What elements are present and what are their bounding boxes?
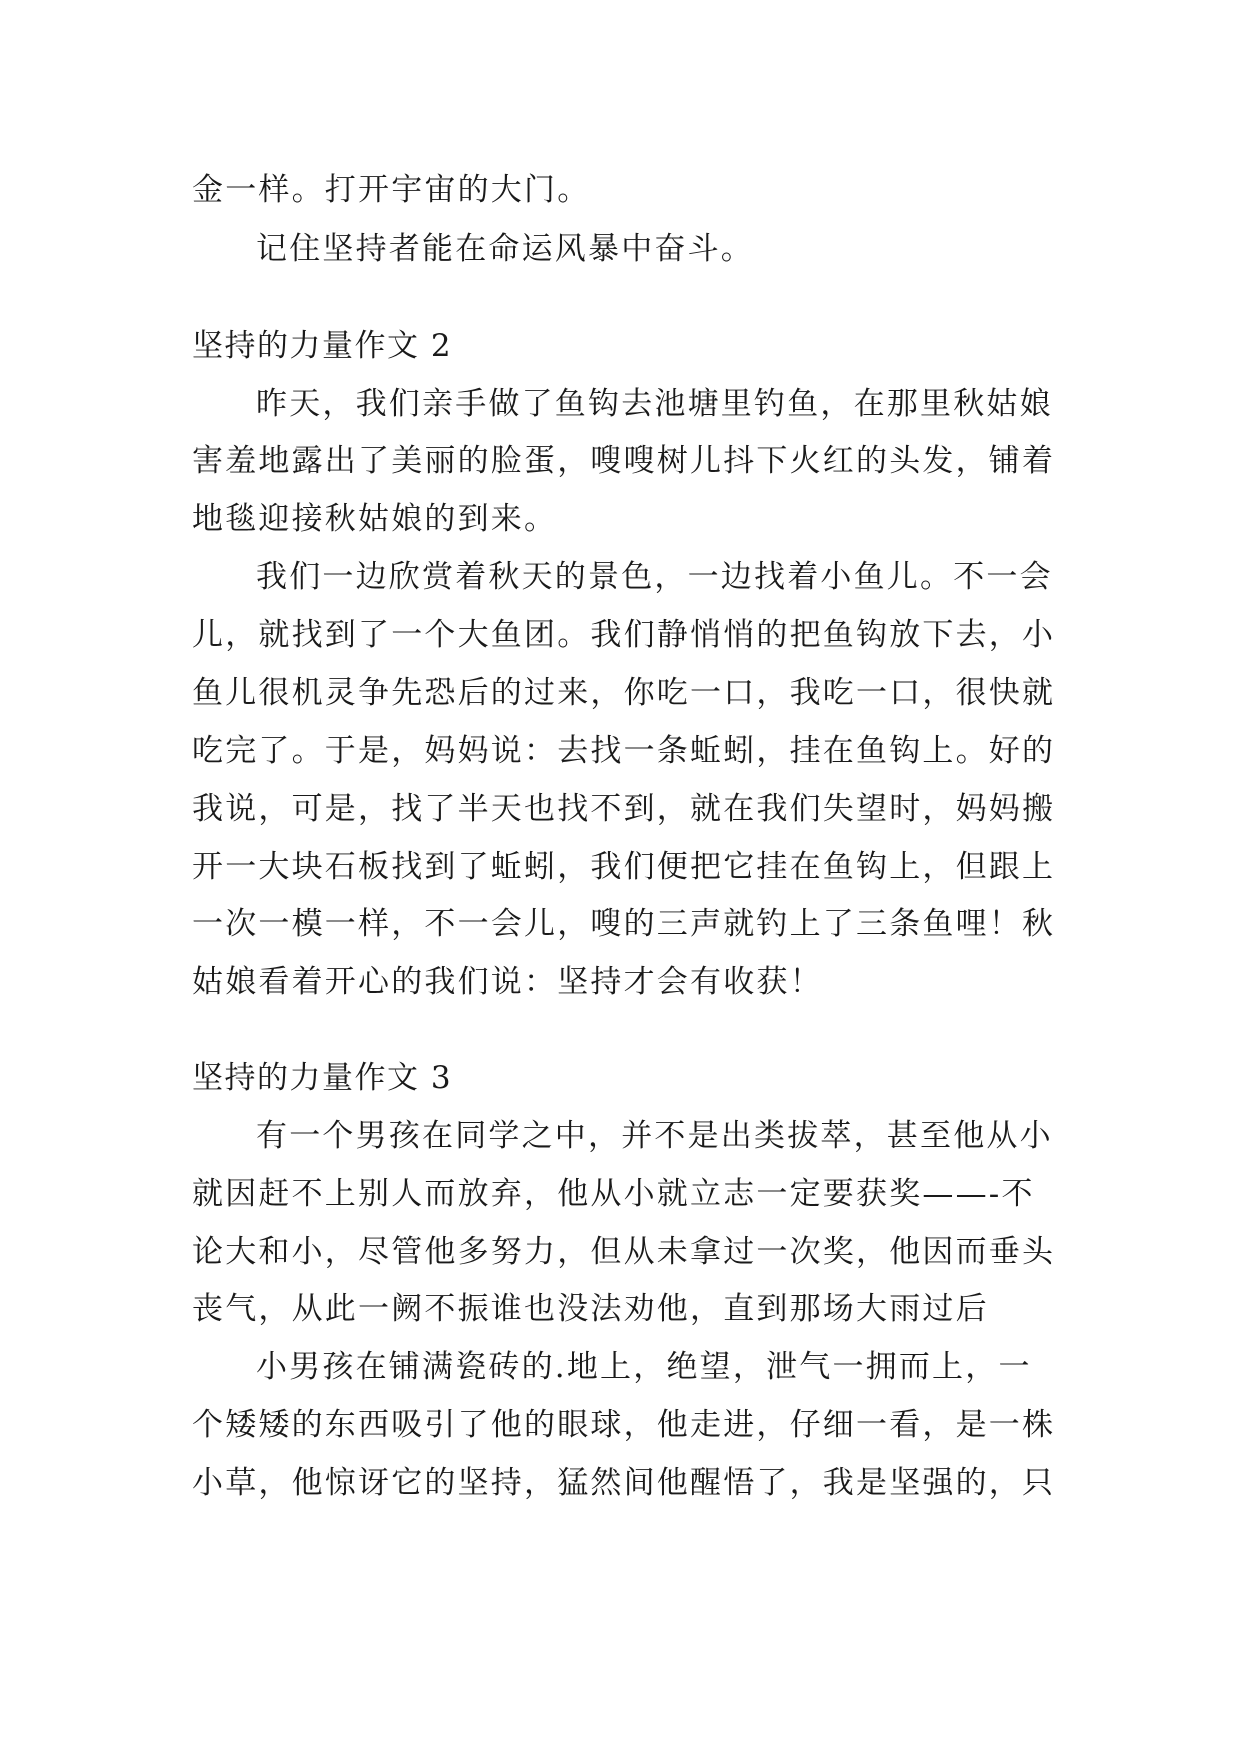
text-line: 记住坚持者能在命运风暴中奋斗。 <box>256 231 754 267</box>
text-line: 昨天，我们亲手做了鱼钩去池塘里钓鱼，在那里秋姑娘 <box>256 386 1053 422</box>
text-line: 一次一模一样，不一会儿，嗖的三声就钓上了三条鱼哩！秋 <box>192 906 1056 942</box>
text-line: 鱼儿很机灵争先恐后的过来，你吃一口，我吃一口，很快就 <box>192 675 1056 711</box>
text-line: 我说，可是，找了半天也找不到，就在我们失望时，妈妈搬 <box>192 791 1056 827</box>
text-line: 姑娘看着开心的我们说：坚持才会有收获！ <box>192 964 823 1000</box>
text-line: 个矮矮的东西吸引了他的眼球，他走进，仔细一看，是一株 <box>192 1407 1056 1443</box>
text-line: 开一大块石板找到了蚯蚓，我们便把它挂在鱼钩上，但跟上 <box>192 849 1056 885</box>
text-line: 就因赶不上别人而放弃，他从小就立志一定要获奖——-不 <box>192 1176 1035 1212</box>
section-heading: 坚持的力量作文 2 <box>192 328 453 364</box>
text-line: 有一个男孩在同学之中，并不是出类拔萃，甚至他从小 <box>256 1118 1053 1154</box>
text-line: 害羞地露出了美丽的脸蛋，嗖嗖树儿抖下火红的头发，铺着 <box>192 443 1056 479</box>
text-line: 地毯迎接秋姑娘的到来。 <box>192 501 558 537</box>
text-line: 小草，他惊讶它的坚持，猛然间他醒悟了，我是坚强的，只 <box>192 1465 1056 1501</box>
text-line: 丧气，从此一阙不振谁也没法劝他，直到那场大雨过后 <box>192 1291 989 1327</box>
text-line: 论大和小，尽管他多努力，但从未拿过一次奖，他因而垂头 <box>192 1234 1056 1270</box>
text-line: 金一样。打开宇宙的大门。 <box>192 172 591 208</box>
text-line: 吃完了。于是，妈妈说：去找一条蚯蚓，挂在鱼钩上。好的 <box>192 733 1056 769</box>
text-line: 我们一边欣赏着秋天的景色，一边找着小鱼儿。不一会 <box>256 559 1053 595</box>
text-line: 小男孩在铺满瓷砖的.地上，绝望，泄气一拥而上，一 <box>256 1349 1032 1385</box>
text-line: 儿，就找到了一个大鱼团。我们静悄悄的把鱼钩放下去，小 <box>192 617 1056 653</box>
section-heading: 坚持的力量作文 3 <box>192 1060 453 1096</box>
